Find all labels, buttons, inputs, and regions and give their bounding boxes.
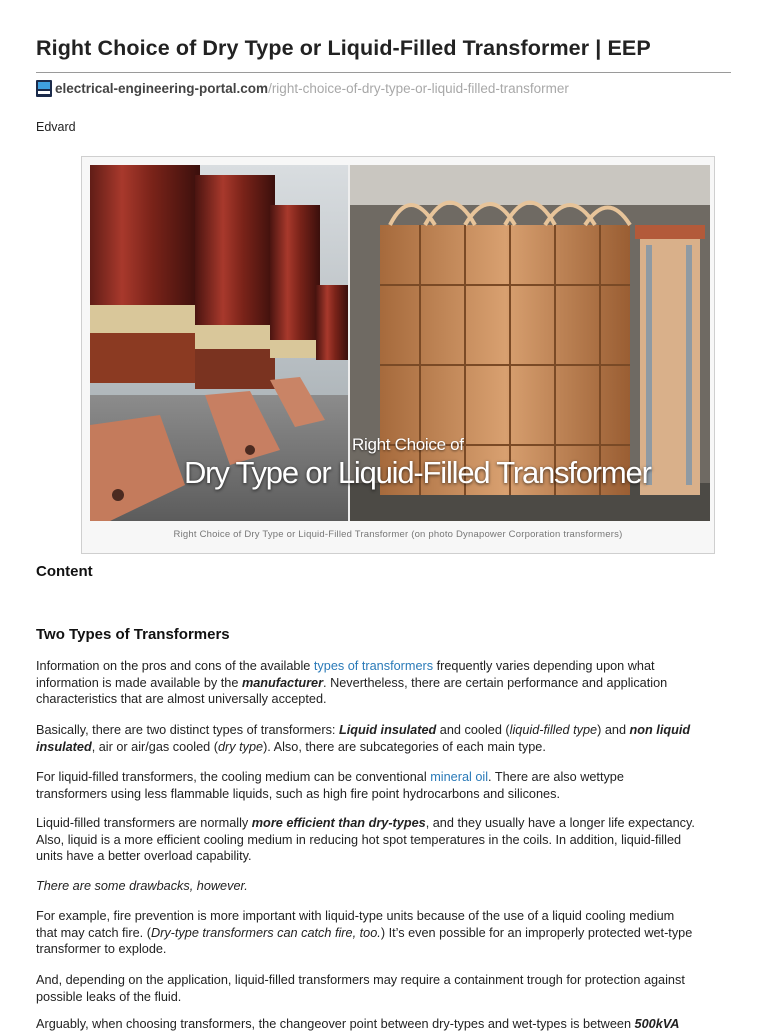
- paragraph-7: [36, 972, 731, 1005]
- line: that may catch fire. (Dry-type transformers can catch fire, too.) It’s even possible for an improperly protected wet-type: [36, 925, 693, 940]
- paragraph-4: [36, 815, 731, 865]
- photo-overlay-subtitle: Right Choice of: [352, 435, 464, 454]
- mineral-oil-link[interactable]: mineral oil: [430, 770, 489, 784]
- line: Basically, there are two distinct types of transformers: Liquid insulated and cooled (liquid-filled type) and non liquid: [36, 723, 691, 737]
- section-heading-two-types: Two Types of Transformers: [36, 626, 230, 643]
- photo-overlay-title: Dry Type or Liquid-Filled Transformer: [184, 455, 651, 490]
- content-heading: Content: [36, 563, 93, 580]
- source-url[interactable]: [36, 79, 569, 97]
- line: insulated, air or air/gas cooled (dry type). Also, there are subcategories of each main type.: [36, 739, 546, 754]
- line: And, depending on the application, liquid-filled transformers may require a containment trough for protection against: [36, 973, 685, 987]
- line: For liquid-filled transformers, the cooling medium can be conventional mineral oil. There are also wettype: [36, 770, 624, 784]
- source-domain[interactable]: electrical-engineering-portal.com: [55, 80, 269, 96]
- source-path[interactable]: /right-choice-of-dry-type-or-liquid-filled-transformer: [268, 80, 569, 96]
- line: Also, liquid is a more efficient cooling medium in reducing hot spot temperatures in the coils. In addition, liquid-filled: [36, 832, 682, 847]
- line: units have a better overload capability.: [36, 849, 252, 863]
- line: transformer to explode.: [36, 942, 167, 956]
- title-divider: [36, 72, 731, 73]
- line: Information on the pros and cons of the available types of transformers frequently varies depending upon what: [36, 659, 655, 673]
- eep-logo-icon: [36, 80, 52, 97]
- line: characteristics that are almost universally accepted.: [36, 692, 327, 706]
- paragraph-6: [36, 908, 731, 958]
- line: There are some drawbacks, however.: [36, 879, 248, 893]
- page-title: Right Choice of Dry Type or Liquid-Filled Transformer | EEP: [36, 36, 651, 60]
- line: Liquid-filled transformers are normally more efficient than dry-types, and they usually have a longer life expectancy.: [36, 816, 695, 830]
- author-name: Edvard: [36, 120, 76, 134]
- paragraph-3: [36, 769, 731, 802]
- line: For example, fire prevention is more important with liquid-type units because of the use of a liquid cooling medium: [36, 909, 675, 923]
- article-figure: [81, 156, 715, 554]
- paragraph-5: [36, 878, 731, 895]
- transformer-photo: [90, 165, 710, 521]
- types-of-transformers-link[interactable]: types of transformers: [313, 659, 434, 673]
- figure-caption: Right Choice of Dry Type or Liquid-Filled Transformer (on photo Dynapower Corporation transformers): [173, 529, 623, 540]
- paragraph-1: [36, 658, 731, 708]
- line: information is made available by the manufacturer. Nevertheless, there are certain performance and application: [36, 675, 668, 690]
- paragraph-2: [36, 722, 731, 755]
- line: Arguably, when choosing transformers, the changeover point between dry-types and wet-types is between 500kVA: [36, 1017, 680, 1031]
- line: transformers using less flammable liquids, such as high fire point hydrocarbons and silicones.: [36, 786, 560, 801]
- line: possible leaks of the fluid.: [36, 989, 182, 1004]
- paragraph-8: [36, 1016, 731, 1033]
